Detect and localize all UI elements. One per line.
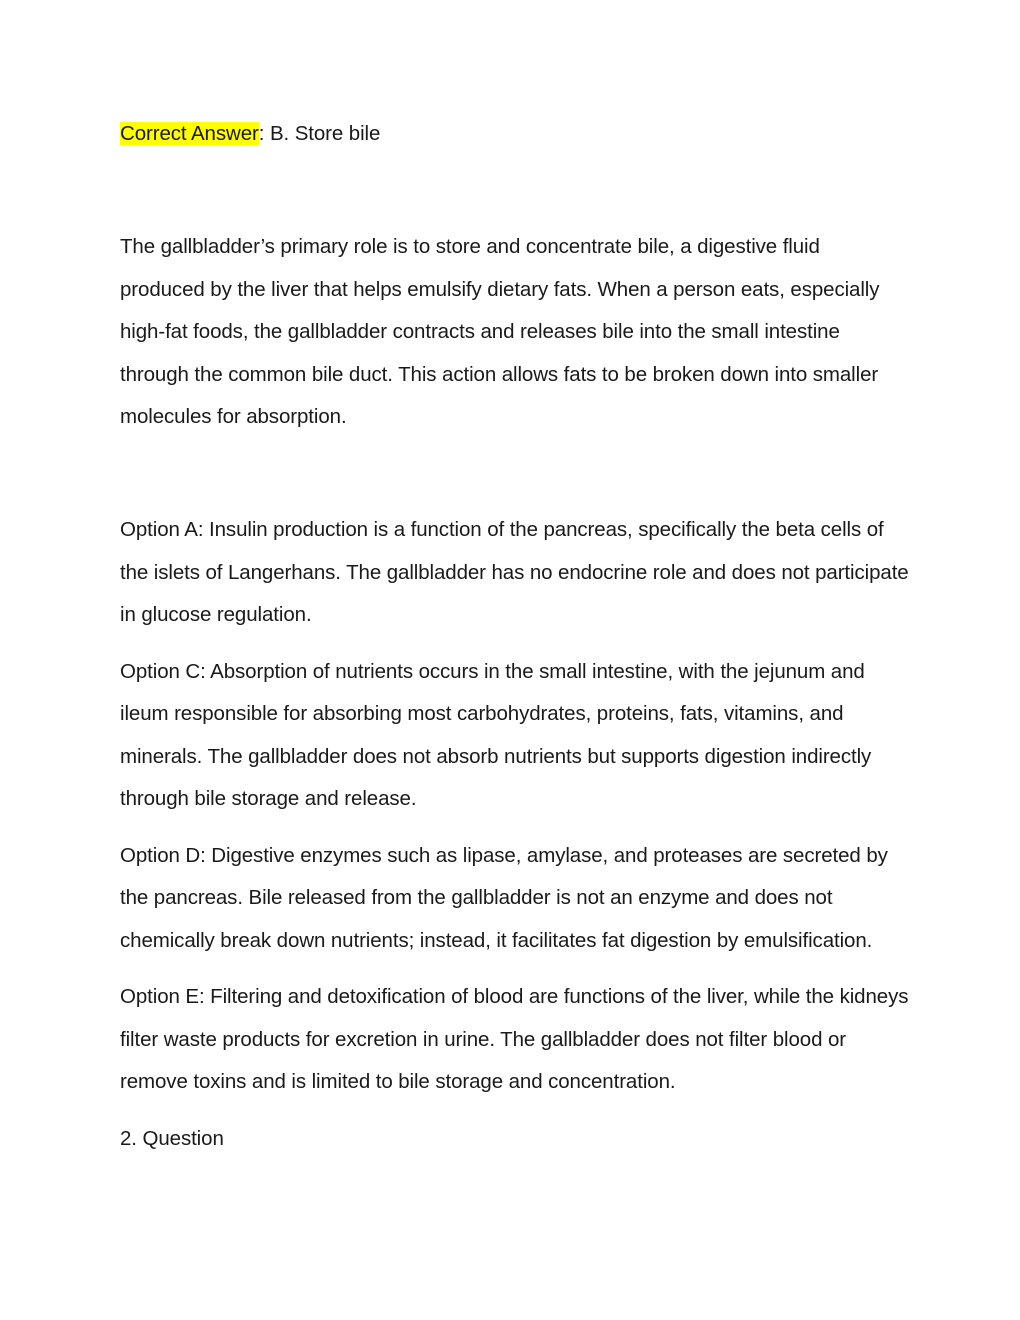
explanation-paragraph: The gallbladder’s primary role is to store and concentrate bile, a digestive fluid produced by the liver that helps emulsify dietary fats. When a person eats, especially high-fat foods, the gallbladder contracts and releases bile into the small intestine through the common bile duct. This action allows fats to be broken down into smaller molecules for absorption. <box>120 235 880 428</box>
correct-answer-separator: : <box>258 122 270 145</box>
option-e-rationale: Option E: Filtering and detoxification of blood are functions of the liver, while the kidneys filter waste products for excretion in urine. The gallbladder does not filter blood or remove toxins and is limited to bile storage and concentration. <box>120 985 909 1093</box>
options-list <box>120 509 910 1160</box>
next-question-heading: 2. Question <box>120 1126 224 1150</box>
option-a-rationale: Option A: Insulin production is a function of the pancreas, specifically the beta cells of the islets of Langerhans. The gallbladder has no endocrine role and does not participate in glucose regulation. <box>120 518 909 626</box>
correct-answer-line <box>120 118 910 150</box>
option-d-rationale: Option D: Digestive enzymes such as lipase, amylase, and proteases are secreted by the pancreas. Bile released from the gallbladder is not an enzyme and does not chemically break down nutrients; instead, it facilitates fat digestion by emulsification. <box>120 843 888 952</box>
option-c-rationale: Option C: Absorption of nutrients occurs in the small intestine, with the jejunum and ileum responsible for absorbing most carbohydrates, proteins, fats, vitamins, and minerals. The gallbladder does not absorb nutrients but supports digestion indirectly through bile storage and release. <box>120 659 872 810</box>
document-page <box>120 118 910 1150</box>
correct-answer-label: Correct Answer <box>120 122 259 145</box>
correct-answer-value: B. Store bile <box>269 122 381 145</box>
